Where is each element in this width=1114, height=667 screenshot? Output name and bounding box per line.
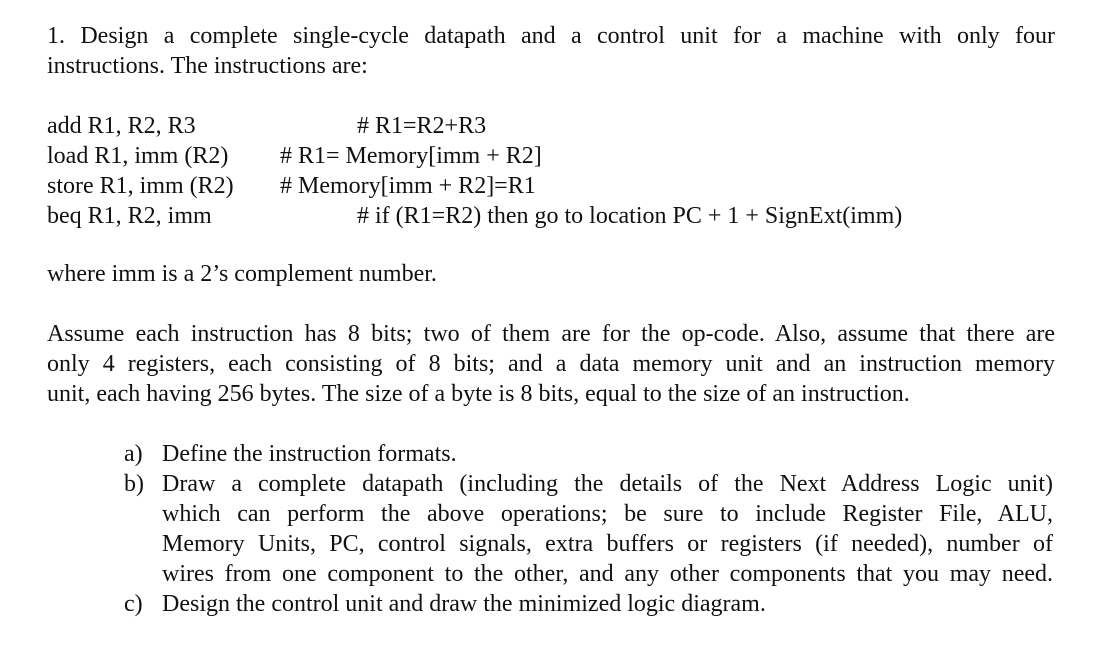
question-line-2: instructions. The instructions are:	[47, 53, 368, 79]
part-b-line-1: Draw a complete datapath (including the details of the Next Address Logic unit)	[162, 471, 1053, 497]
assumption-line-3: unit, each having 256 bytes. The size of a byte is 8 bits, equal to the size of an instruction.	[47, 381, 910, 407]
instruction-load-comment: # R1= Memory[imm + R2]	[280, 143, 542, 169]
instruction-beq-comment: # if (R1=R2) then go to location PC + 1 + SignExt(imm)	[357, 203, 903, 229]
part-b-line-4: wires from one component to the other, and any other components that you may need.	[162, 561, 1053, 587]
assumption-line-2: only 4 registers, each consisting of 8 bits; and a data memory unit and an instruction memory	[47, 351, 1055, 377]
part-c-marker: c)	[124, 591, 143, 617]
part-a-text: Define the instruction formats.	[162, 441, 457, 467]
imm-note: where imm is a 2’s complement number.	[47, 261, 437, 287]
question-line-1: 1. Design a complete single-cycle datapath and a control unit for a machine with only four	[47, 23, 1055, 49]
part-b-line-2: which can perform the above operations; be sure to include Register File, ALU,	[162, 501, 1053, 527]
part-a-marker: a)	[124, 441, 143, 467]
part-c-text: Design the control unit and draw the minimized logic diagram.	[162, 591, 766, 617]
part-b-marker: b)	[124, 471, 144, 497]
instruction-store-comment: # Memory[imm + R2]=R1	[280, 173, 536, 199]
part-b-line-3: Memory Units, PC, control signals, extra buffers or registers (if needed), number of	[162, 531, 1053, 557]
instruction-add-asm: add R1, R2, R3	[47, 113, 196, 139]
instruction-store-asm: store R1, imm (R2)	[47, 173, 234, 199]
assumption-line-1: Assume each instruction has 8 bits; two of them are for the op-code. Also, assume that there are	[47, 321, 1055, 347]
instruction-load-asm: load R1, imm (R2)	[47, 143, 229, 169]
instruction-add-comment: # R1=R2+R3	[357, 113, 487, 139]
instruction-beq-asm: beq R1, R2, imm	[47, 203, 212, 229]
